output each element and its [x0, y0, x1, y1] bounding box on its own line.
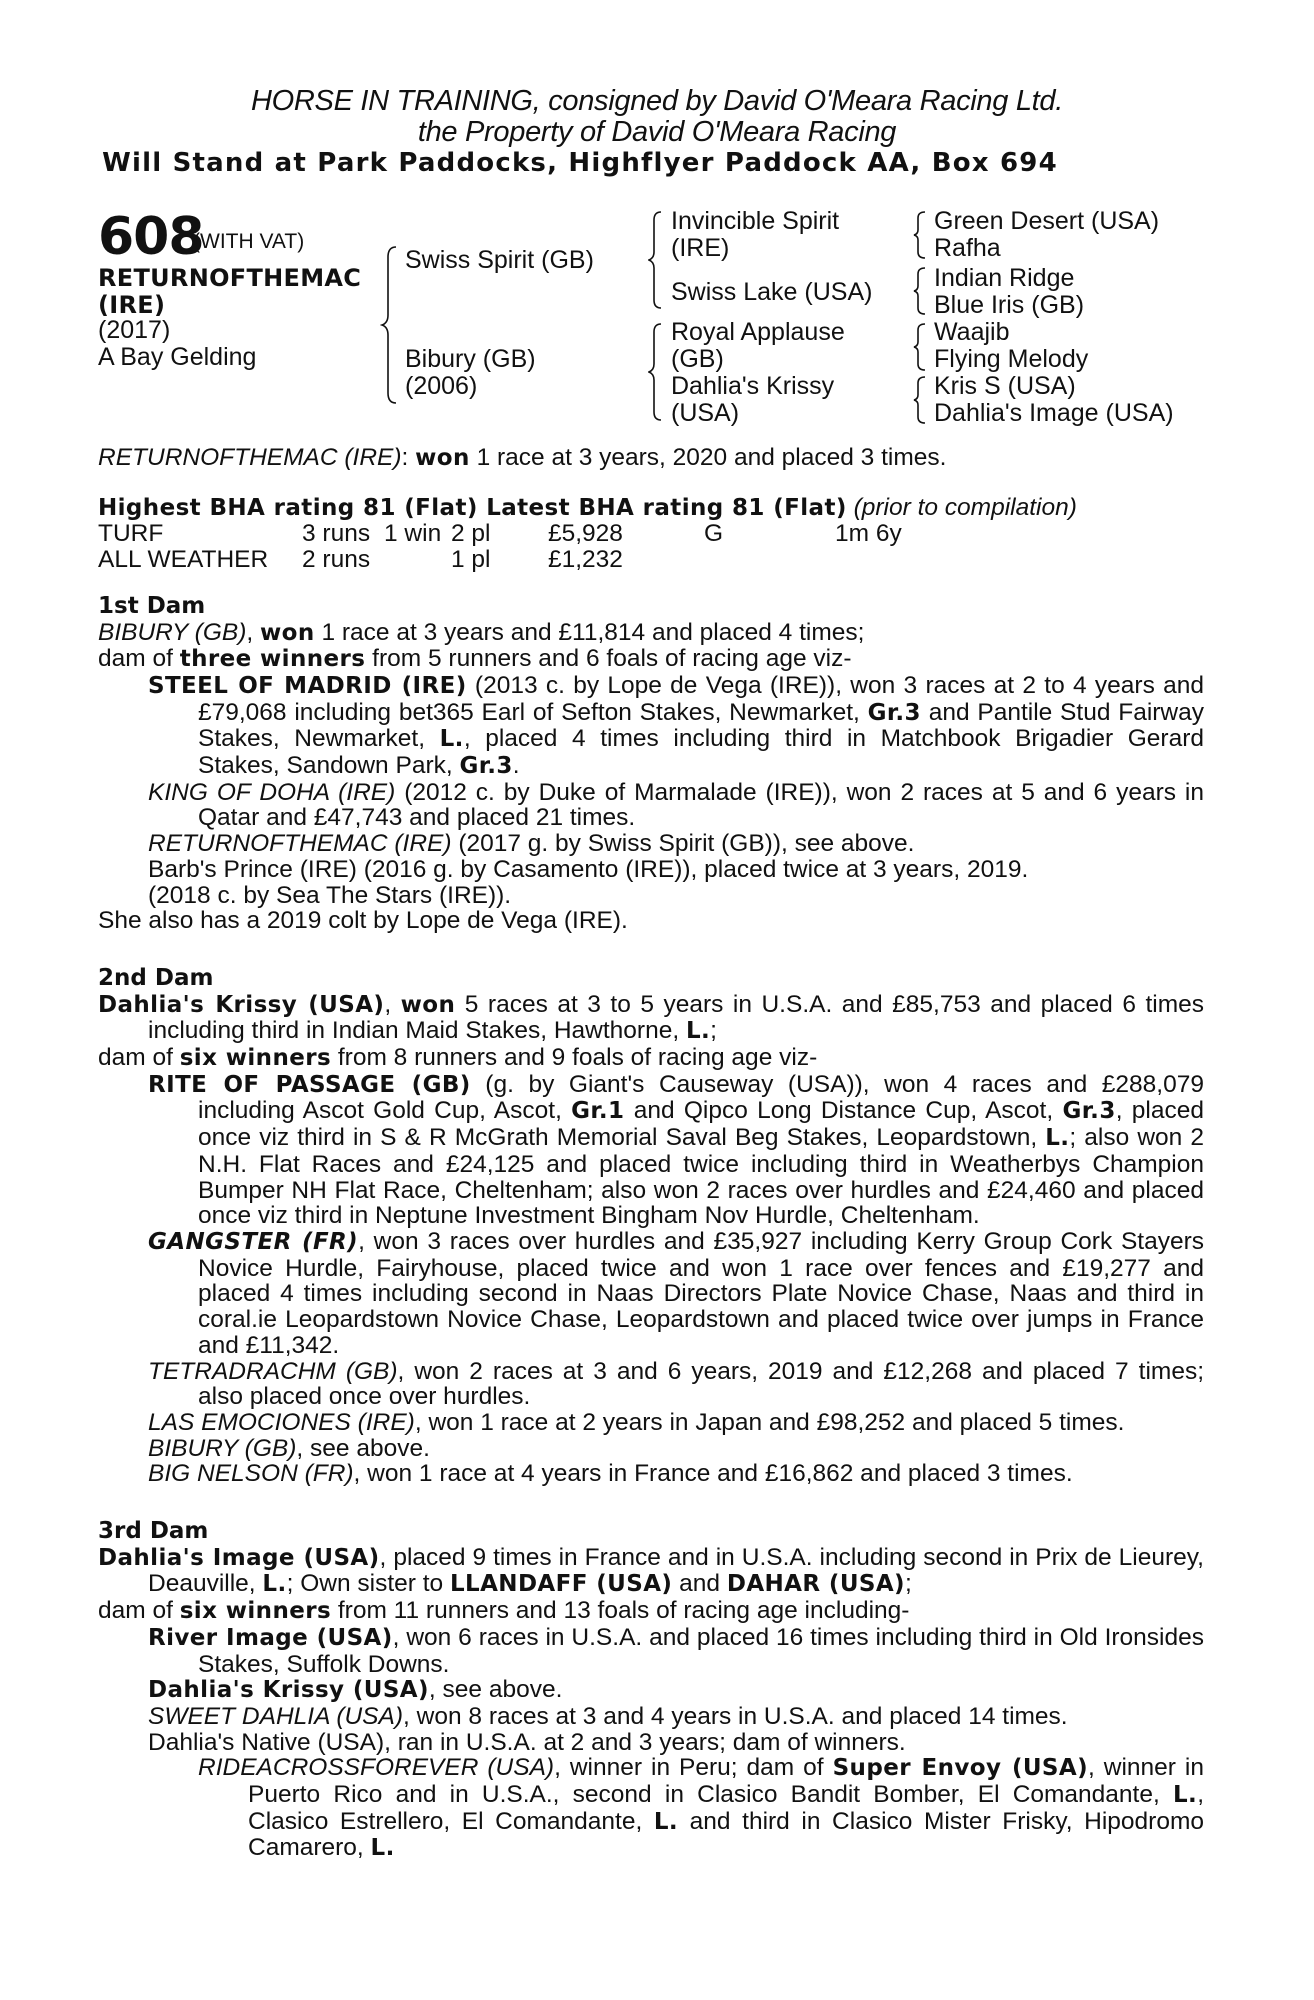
- produce-entry: STEEL OF MADRID (IRE) (2013 c. by Lope de Vega (IRE)), won 3 races at 2 to 4 years and £79,068 including bet365 Earl of Sefton Stakes, Newmarket, Gr.3 and Pantile Stud Fairway Stakes, Newmarket, L., placed 4 times including third in Matchbook Brigadier Gerard Stakes, Sandown Park, Gr.3.: [148, 671, 1204, 780]
- dam-line1: Bibury (GB): [405, 345, 536, 373]
- property-line: the Property of David O'Meara Racing: [417, 116, 897, 148]
- horse-name: [98, 265, 361, 319]
- granddam-4: Dahlia's Image (USA): [934, 399, 1174, 427]
- produce-entry: LAS EMOCIONES (IRE), won 1 race at 2 years in Japan and £98,252 and placed 5 times.: [148, 1408, 1125, 1436]
- produce-entry: Barb's Prince (IRE) (2016 g. by Casamento (IRE)), placed twice at 3 years, 2019.: [148, 855, 1029, 883]
- grandsire-2: Indian Ridge: [934, 264, 1075, 292]
- dam-sire-line2: (GB): [671, 345, 724, 373]
- dam-line2: (2006): [405, 372, 478, 400]
- produce-entry: TETRADRACHM (GB), won 2 races at 3 and 6 years, 2019 and £12,268 and placed 7 times; also placed once over hurdles.: [148, 1357, 1204, 1411]
- turf-record: TURF 3 runs 1 win 2 pl £5,928 G 1m 6y: [98, 520, 902, 548]
- sire-sire-line1: Invincible Spirit: [671, 207, 840, 235]
- first-dam-produce-summary: dam of three winners from 5 runners and 6 foals of racing age viz-: [98, 645, 852, 673]
- produce-note: She also has a 2019 colt by Lope de Vega (IRE).: [98, 907, 628, 935]
- sire-sire-line2: (IRE): [671, 234, 730, 262]
- produce-entry: (2018 c. by Sea The Stars (IRE)).: [148, 881, 512, 909]
- produce-entry: KING OF DOHA (IRE) (2012 c. by Duke of Marmalade (IRE)), won 2 races at 5 and 6 years in Qatar and £47,743 and placed 21 times.: [148, 778, 1205, 832]
- produce-entry: RITE OF PASSAGE (GB) (g. by Giant's Causeway (USA)), won 4 races and £288,079 including Ascot Gold Cup, Ascot, Gr.1 and Qipco Long Distance Cup, Ascot, Gr.3, placed once viz third in S & R McGrath Memorial Saval Beg Stakes, Leopardstown, L.; also won 2 N.H. Flat Races and £24,125 and placed twice including third in Weatherbys Champion Bumper NH Flat Race, Cheltenham; also won 2 races over hurdles and £24,460 and placed once viz third in Neptune Investment Bingham Nov Hurdle, Cheltenham.: [148, 1070, 1204, 1230]
- pedigree-brace: [913, 210, 927, 260]
- produce-entry: RIDEACROSSFOREVER (USA), winner in Peru; dam of Super Envoy (USA), winner in Puerto Rico and in U.S.A., second in Clasico Bandit Bomber, El Comandante, L., Clasico Estrellero, El Comandante, L. and third in Clasico Mister Frisky, Hipodromo Camarero, L.: [198, 1754, 1204, 1862]
- produce-entry: River Image (USA), won 6 races in U.S.A. and placed 16 times including third in Old Ironsides Stakes, Suffolk Downs.: [148, 1623, 1204, 1678]
- horse-details: [98, 317, 256, 371]
- sire-dam: Swiss Lake (USA): [671, 278, 873, 306]
- catalogue-body: [98, 445, 1204, 1862]
- produce-entry: SWEET DAHLIA (USA), won 8 races at 3 and 4 years in U.S.A. and placed 14 times.: [148, 1702, 1068, 1730]
- sire: Swiss Spirit (GB): [405, 246, 594, 274]
- consignor-line: HORSE IN TRAINING, consigned by David O'Meara Racing Ltd.: [250, 85, 1064, 117]
- first-dam-heading: 1st Dam: [98, 592, 206, 619]
- ratings-line: Highest BHA rating 81 (Flat) Latest BHA rating 81 (Flat) (prior to compilation): [98, 493, 1077, 521]
- produce-entry: Dahlia's Krissy (USA), see above.: [148, 1676, 563, 1704]
- third-dam-heading: 3rd Dam: [98, 1518, 209, 1545]
- produce-entry: RETURNOFTHEMAC (IRE) (2017 g. by Swiss Spirit (GB)), see above.: [148, 830, 915, 858]
- pedigree-brace: [380, 245, 400, 405]
- dam-dam-line2: (USA): [671, 399, 740, 427]
- first-dam-intro: BIBURY (GB), won 1 race at 3 years and £11,814 and placed 4 times;: [98, 618, 865, 646]
- horse-description: A Bay Gelding: [98, 343, 257, 371]
- dam-name: [405, 346, 536, 400]
- dam-dam-line1: Dahlia's Krissy: [671, 372, 835, 400]
- pedigree-brace: [913, 375, 927, 425]
- produce-entry: Dahlia's Native (USA), ran in U.S.A. at 2 and 3 years; dam of winners.: [148, 1728, 906, 1756]
- stand-location: Will Stand at Park Paddocks, Highflyer Paddock AA, Box 694: [102, 148, 1058, 178]
- granddam-2: Blue Iris (GB): [934, 291, 1085, 319]
- pedigree-brace: [913, 266, 927, 316]
- pedigree-brace: [648, 210, 664, 310]
- third-dam-intro: Dahlia's Image (USA), placed 9 times in France and in U.S.A. including second in Prix de Lieurey, Deauville, L.; Own sister to LLANDAFF (USA) and DAHAR (USA);: [98, 1543, 1204, 1598]
- pedigree-brace: [913, 322, 927, 372]
- second-dam-produce-summary: dam of six winners from 8 runners and 9 foals of racing age viz-: [98, 1044, 818, 1072]
- horse-name-line2: (IRE): [98, 291, 166, 319]
- produce-entry: BIBURY (GB), see above.: [148, 1434, 430, 1462]
- all-weather-record: ALL WEATHER 2 runs 1 pl £1,232: [98, 546, 623, 574]
- grandsire-3: Waajib: [934, 318, 1010, 346]
- second-dam-heading: 2nd Dam: [98, 964, 214, 991]
- sire-sire: [671, 208, 839, 262]
- produce-entry: BIG NELSON (FR), won 1 race at 4 years in France and £16,862 and placed 3 times.: [148, 1460, 1073, 1488]
- horse-name-line1: RETURNOFTHEMAC: [98, 264, 362, 292]
- third-dam-produce-summary: dam of six winners from 11 runners and 13 foals of racing age including-: [98, 1597, 910, 1625]
- dam-sire-line1: Royal Applause: [671, 318, 845, 346]
- produce-entry: GANGSTER (FR), won 3 races over hurdles and £35,927 including Kerry Group Cork Stayers Novice Hurdle, Fairyhouse, placed twice and won 1 race over fences and £19,277 and placed 4 times including second in Naas Directors Plate Novice Chase, Naas and third in coral.ie Leopardstown Novice Chase, Leopardstown and placed twice over jumps in France and £11,342.: [148, 1227, 1205, 1359]
- vat-note: (WITH VAT): [193, 230, 305, 253]
- granddam-3: Flying Melody: [934, 345, 1089, 373]
- dam-dam: [671, 373, 834, 427]
- second-dam-intro: Dahlia's Krissy (USA), won 5 races at 3 to 5 years in U.S.A. and £85,753 and placed 6 times including third in Indian Maid Stakes, Hawthorne, L.;: [98, 990, 1204, 1045]
- dam-sire: [671, 319, 845, 373]
- lot-number: 608: [98, 207, 204, 267]
- pedigree-brace: [648, 322, 664, 422]
- race-summary: RETURNOFTHEMAC (IRE): won 1 race at 3 years, 2020 and placed 3 times.: [98, 444, 947, 471]
- grandsire-4: Kris S (USA): [934, 372, 1076, 400]
- granddam-1: Rafha: [934, 234, 1001, 262]
- grandsire-1: Green Desert (USA): [934, 207, 1160, 235]
- foaling-year: (2017): [98, 316, 171, 344]
